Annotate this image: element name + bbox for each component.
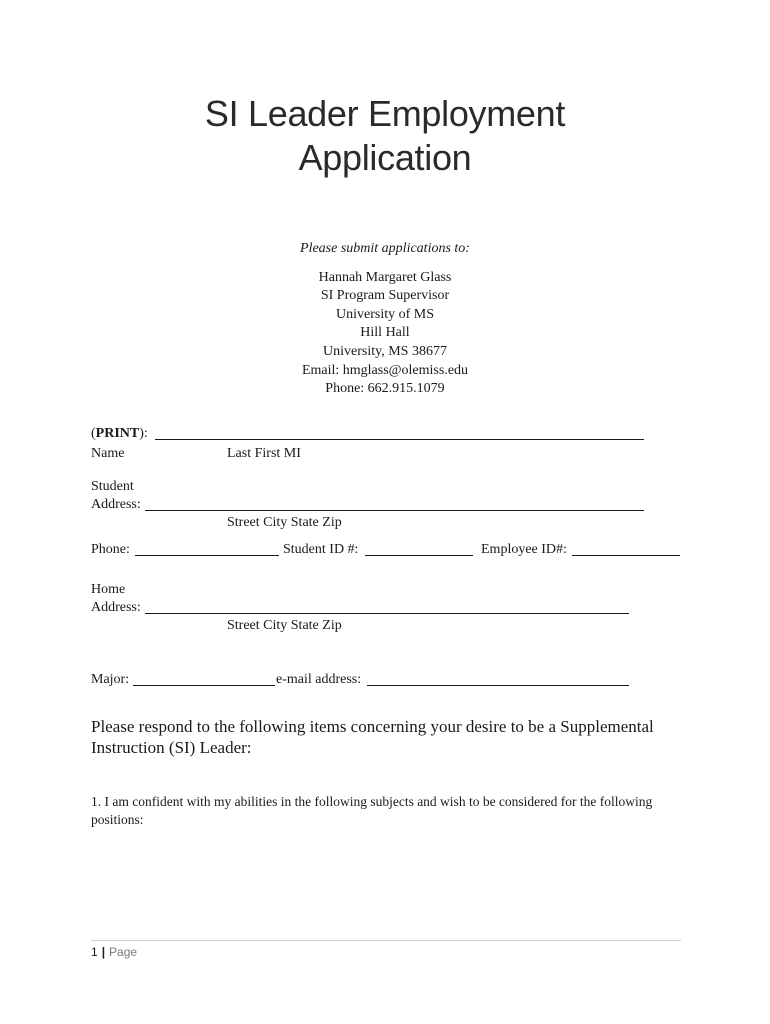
submission-address-block	[0, 240, 770, 399]
student-address-caption: Street City State Zip	[227, 515, 342, 530]
email-label: e-mail address:	[276, 672, 362, 687]
footer-separator: |	[101, 945, 106, 959]
major-label: Major:	[91, 672, 130, 687]
home-label: Home	[91, 582, 126, 597]
home-address-field[interactable]	[145, 613, 629, 614]
submit-lead: Please submit applications to:	[300, 241, 470, 256]
contact-building: Hill Hall	[360, 325, 410, 341]
student-id-label: Student ID #:	[283, 542, 359, 557]
contact-university: University of MS	[336, 306, 434, 322]
employee-id-label: Employee ID#:	[481, 542, 567, 557]
name-label: Name	[91, 446, 125, 461]
title-line-1: SI Leader Employment	[204, 93, 566, 134]
employee-id-field[interactable]	[572, 555, 680, 556]
title-line-2: Application	[298, 137, 472, 178]
page-number: 1	[91, 945, 98, 959]
contact-name: Hannah Margaret Glass	[318, 269, 452, 285]
contact-title: SI Program Supervisor	[320, 288, 450, 304]
phone-label: Phone:	[91, 542, 130, 557]
page-label: Page	[109, 945, 138, 959]
print-label: (PRINT):	[91, 426, 148, 441]
home-address-label: Address:	[91, 600, 141, 615]
email-field[interactable]	[367, 685, 629, 686]
contact-phone: Phone: 662.915.1079	[325, 381, 445, 397]
major-field[interactable]	[133, 685, 275, 686]
home-address-caption: Street City State Zip	[227, 618, 342, 633]
student-id-field[interactable]	[365, 555, 473, 556]
phone-field[interactable]	[135, 555, 279, 556]
respond-instructions: Please respond to the following items concerning your desire to be a Supplemental Instruction (SI) Leader:	[91, 717, 654, 757]
footer-divider	[91, 940, 681, 941]
student-address-label: Address:	[91, 497, 141, 512]
document-title	[0, 92, 770, 180]
name-field[interactable]	[155, 439, 644, 440]
question-1: 1. I am confident with my abilities in the following subjects and wish to be considered for the following positions:	[91, 794, 653, 827]
student-label: Student	[91, 479, 134, 494]
name-parts-caption: Last First MI	[227, 446, 301, 461]
contact-email: Email: hmglass@olemiss.edu	[301, 362, 469, 378]
page-footer	[91, 944, 137, 960]
student-address-field[interactable]	[145, 510, 644, 511]
contact-city: University, MS 38677	[323, 343, 447, 359]
